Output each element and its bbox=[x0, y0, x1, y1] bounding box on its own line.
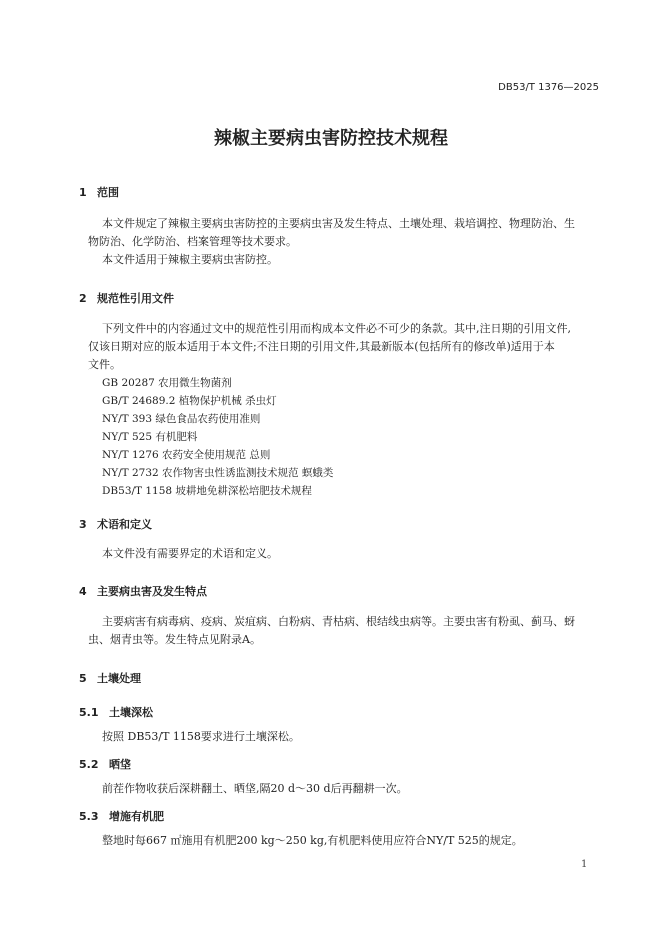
section-5-heading bbox=[79, 670, 141, 686]
subsection-5-1-text: 按照 DB53/T 1158要求进行土壤深松。 bbox=[102, 730, 300, 743]
paragraph-line: 主要病害有病毒病、疫病、炭疽病、白粉病、青枯病、根结线虫病等。主要虫害有粉虱、蓟马、蚜 bbox=[102, 615, 575, 628]
subsection-title: 晒垡 bbox=[109, 758, 131, 771]
section-title: 土壤处理 bbox=[97, 672, 141, 685]
paragraph-line: 文件。 bbox=[88, 358, 121, 371]
reference-item: NY/T 2732 农作物害虫性诱监测技术规范 螟蛾类 bbox=[102, 467, 334, 479]
subsection-5-1-heading bbox=[79, 704, 153, 720]
subsection-5-3-text: 整地时每667 ㎡施用有机肥200 kg～250 kg,有机肥料使用应符合NY/T 525的规定。 bbox=[102, 834, 523, 847]
section-number: 5 bbox=[79, 672, 87, 685]
subsection-5-2-heading bbox=[79, 756, 131, 772]
section-1-paragraph-1 bbox=[88, 215, 575, 251]
subsection-title: 土壤深松 bbox=[109, 706, 153, 719]
section-2-heading bbox=[79, 290, 174, 306]
reference-item: NY/T 393 绿色食品农药使用准则 bbox=[102, 413, 261, 425]
subsection-5-2-text: 前茬作物收获后深耕翻土、晒垡,隔20 d～30 d后再翻耕一次。 bbox=[102, 782, 408, 795]
section-number: 3 bbox=[79, 518, 87, 531]
section-number: 1 bbox=[79, 186, 87, 199]
paragraph-line: 本文件规定了辣椒主要病虫害防控的主要病虫害及发生特点、土壤处理、栽培调控、物理防治、生 bbox=[102, 217, 575, 230]
reference-item: GB 20287 农用微生物菌剂 bbox=[102, 377, 232, 389]
paragraph-line: 仅该日期对应的版本适用于本文件;不注日期的引用文件,其最新版本(包括所有的修改单)适用于本 bbox=[88, 340, 555, 353]
section-title: 术语和定义 bbox=[97, 518, 152, 531]
subsection-number: 5.1 bbox=[79, 706, 99, 719]
reference-item: DB53/T 1158 坡耕地免耕深松培肥技术规程 bbox=[102, 485, 312, 497]
section-2-paragraph-1 bbox=[88, 320, 571, 374]
paragraph-line: 下列文件中的内容通过文中的规范性引用而构成本文件必不可少的条款。其中,注日期的引用文件, bbox=[102, 322, 571, 335]
section-title: 主要病虫害及发生特点 bbox=[97, 585, 207, 598]
reference-item: GB/T 24689.2 植物保护机械 杀虫灯 bbox=[102, 395, 277, 407]
section-title: 范围 bbox=[97, 186, 119, 199]
section-number: 2 bbox=[79, 292, 87, 305]
subsection-5-3-heading bbox=[79, 808, 164, 824]
reference-item: NY/T 525 有机肥料 bbox=[102, 431, 198, 443]
section-3-heading bbox=[79, 516, 152, 532]
section-title: 规范性引用文件 bbox=[97, 292, 174, 305]
subsection-number: 5.3 bbox=[79, 810, 99, 823]
section-3-paragraph-1: 本文件没有需要界定的术语和定义。 bbox=[102, 547, 278, 560]
section-1-paragraph-2: 本文件适用于辣椒主要病虫害防控。 bbox=[102, 253, 278, 266]
subsection-title: 增施有机肥 bbox=[109, 810, 164, 823]
section-4-paragraph-1 bbox=[88, 613, 575, 649]
subsection-number: 5.2 bbox=[79, 758, 99, 771]
section-1-heading bbox=[79, 184, 119, 200]
section-number: 4 bbox=[79, 585, 87, 598]
section-4-heading bbox=[79, 583, 207, 599]
paragraph-line: 虫、烟青虫等。发生特点见附录A。 bbox=[88, 633, 261, 646]
page-number: 1 bbox=[581, 859, 588, 870]
reference-item: NY/T 1276 农药安全使用规范 总则 bbox=[102, 449, 271, 461]
document-title: 辣椒主要病虫害防控技术规程 bbox=[214, 128, 448, 149]
document-code: DB53/T 1376—2025 bbox=[498, 82, 599, 93]
paragraph-line: 物防治、化学防治、档案管理等技术要求。 bbox=[88, 235, 297, 248]
